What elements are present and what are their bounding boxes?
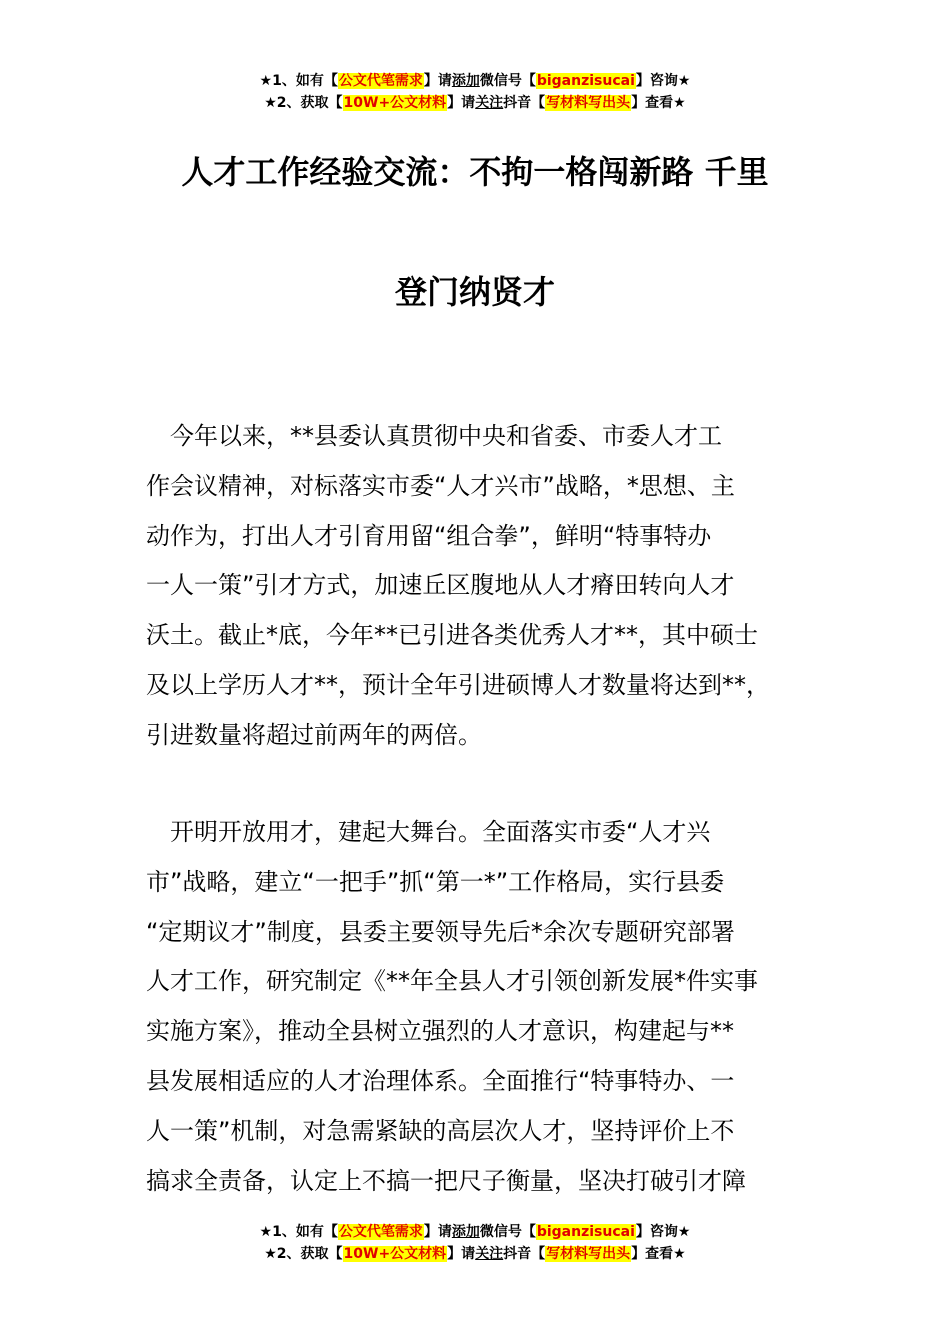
paragraph-line: 人一策”机制，对急需紧缺的高层次人才，坚持评价上不	[146, 1116, 735, 1145]
banner-text: 微信号【	[479, 1224, 536, 1240]
paragraph-line: 开明开放用才，建起大舞台。全面落实市委“人才兴	[146, 818, 711, 846]
banner-line-1	[0, 70, 950, 92]
banner-highlight: 公文代笔需求	[338, 1224, 423, 1240]
banner-text: 】查看★	[631, 95, 686, 111]
banner-text: 抖音【	[503, 1246, 546, 1262]
paragraph-line: 动作为，打出人才引育用留“组合拳”，鲜明“特事特办	[146, 521, 712, 550]
banner-highlight: 写材料写出头	[546, 1246, 631, 1262]
paragraph-line: 搞求全责备，认定上不搞一把尺子衡量，坚决打破引才障	[146, 1166, 746, 1195]
banner-underline: 关注	[475, 1246, 504, 1262]
paragraph-1	[146, 412, 846, 761]
banner-text: 】查看★	[631, 1246, 686, 1262]
paragraph-line: “定期议才”制度，县委主要领导先后*余次专题研究部署	[146, 917, 735, 946]
banner-line-1	[0, 1221, 950, 1243]
paragraph-line: 今年以来，**县委认真贯彻中央和省委、市委人才工	[146, 422, 722, 450]
banner-text: 抖音【	[503, 95, 546, 111]
paragraph-line: 实施方案》，推动全县树立强烈的人才意识，构建起与**	[146, 1017, 734, 1046]
banner-underline: 添加	[451, 1224, 480, 1240]
banner-text: 】请	[447, 1246, 476, 1262]
banner-highlight: 10W+公文材料	[343, 1246, 447, 1262]
paragraph-line: 县发展相适应的人才治理体系。全面推行“特事特办、一	[146, 1066, 735, 1095]
banner-text: 】请	[447, 95, 476, 111]
banner-highlight: 写材料写出头	[546, 95, 631, 111]
banner-underline: 添加	[451, 73, 480, 89]
paragraph-line: 沃土。截止*底，今年**已引进各类优秀人才**，其中硕士	[146, 621, 758, 650]
footer-banner	[0, 1221, 950, 1265]
document-title-line-2: 登门纳贤才	[394, 273, 555, 311]
paragraph-2	[146, 808, 846, 1206]
banner-text: ★1、如有【	[259, 1224, 338, 1240]
banner-text: ★2、获取【	[264, 1246, 343, 1262]
banner-text: 】咨询★	[635, 1224, 691, 1240]
paragraph-line: 市”战略，建立“一把手”抓“第一*”工作格局，实行县委	[146, 867, 725, 896]
banner-text: ★1、如有【	[259, 73, 338, 89]
banner-text: 】请	[423, 1224, 452, 1240]
banner-text: 】咨询★	[635, 73, 691, 89]
header-banner	[0, 70, 950, 114]
banner-highlight: biganzisucai	[536, 1224, 635, 1240]
paragraph-line: 一人一策”引才方式，加速丘区腹地从人才瘠田转向人才	[146, 571, 735, 600]
banner-line-2	[0, 92, 950, 114]
document-title-line-1: 人才工作经验交流：不拘一格闯新路 千里	[181, 153, 769, 191]
paragraph-line: 引进数量将超过前两年的两倍。	[146, 720, 482, 749]
banner-text: 】请	[423, 73, 452, 89]
banner-underline: 关注	[475, 95, 504, 111]
banner-highlight: 10W+公文材料	[343, 95, 447, 111]
paragraph-line: 人才工作，研究制定《**年全县人才引领创新发展*件实事	[146, 967, 758, 996]
banner-line-2	[0, 1243, 950, 1265]
banner-highlight: biganzisucai	[536, 73, 635, 89]
banner-text: 微信号【	[479, 73, 536, 89]
banner-highlight: 公文代笔需求	[338, 73, 423, 89]
paragraph-line: 作会议精神，对标落实市委“人才兴市”战略，*思想、主	[146, 471, 735, 500]
banner-text: ★2、获取【	[264, 95, 343, 111]
paragraph-line: 及以上学历人才**，预计全年引进硕博人才数量将达到**，	[146, 670, 770, 699]
